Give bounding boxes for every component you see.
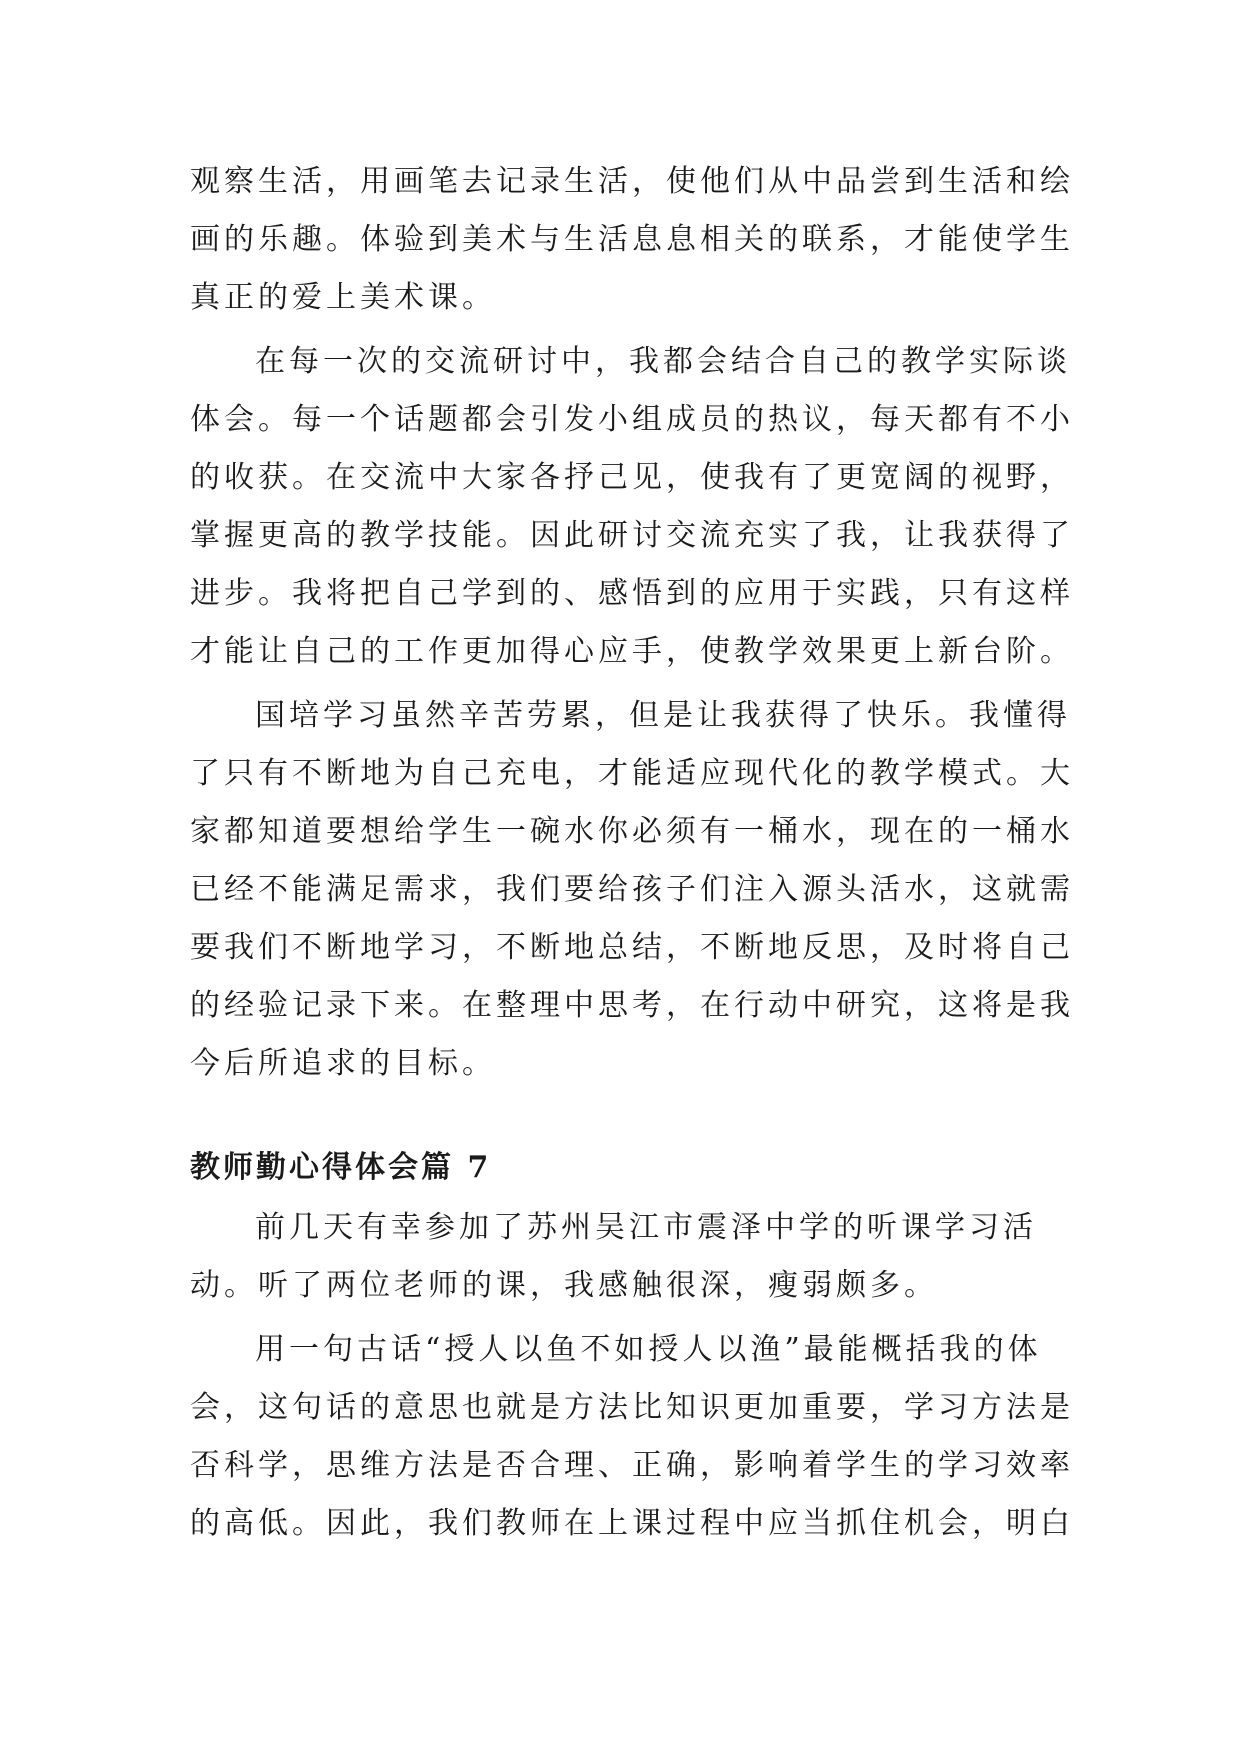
paragraph-2-line-3: 的收获。在交流中大家各抒己见，使我有了更宽阔的视野， xyxy=(190,460,1074,495)
paragraph-3-line-1: 国培学习虽然辛苦劳累，但是让我获得了快乐。我懂得 xyxy=(255,698,1071,733)
paragraph-2-line-5: 进步。我将把自己学到的、感悟到的应用于实践，只有这样 xyxy=(190,576,1074,611)
paragraph-2-line-4: 掌握更高的教学技能。因此研讨交流充实了我，让我获得了 xyxy=(190,518,1074,553)
paragraph-3-line-3: 家都知道要想给学生一碗水你必须有一桶水，现在的一桶水 xyxy=(190,814,1074,849)
paragraph-1-line-2: 画的乐趣。体验到美术与生活息息相关的联系，才能使学生 xyxy=(190,222,1074,257)
paragraph-3-line-5: 要我们不断地学习，不断地总结，不断地反思，及时将自己 xyxy=(190,930,1074,965)
paragraph-5-line-1: 用一句古话“授人以鱼不如授人以渔”最能概括我的体 xyxy=(255,1332,1042,1367)
paragraph-3-line-4: 已经不能满足需求，我们要给孩子们注入源头活水，这就需 xyxy=(190,872,1074,907)
paragraph-2-line-1: 在每一次的交流研讨中，我都会结合自己的教学实际谈 xyxy=(255,344,1071,379)
paragraph-5-line-2: 会，这句话的意思也就是方法比知识更加重要，学习方法是 xyxy=(190,1390,1074,1425)
paragraph-5-line-4: 的高低。因此，我们教师在上课过程中应当抓住机会，明白 xyxy=(190,1506,1074,1541)
paragraph-3-line-7: 今后所追求的目标。 xyxy=(190,1046,496,1081)
paragraph-4-line-2: 动。听了两位老师的课，我感触很深，瘦弱颇多。 xyxy=(190,1268,938,1303)
paragraph-5-line-3: 否科学，思维方法是否合理、正确，影响着学生的学习效率 xyxy=(190,1448,1074,1483)
paragraph-3-line-6: 的经验记录下来。在整理中思考，在行动中研究，这将是我 xyxy=(190,988,1074,1023)
paragraph-2-line-6: 才能让自己的工作更加得心应手，使教学效果更上新台阶。 xyxy=(190,634,1074,669)
paragraph-3-line-2: 了只有不断地为自己充电，才能适应现代化的教学模式。大 xyxy=(190,756,1074,791)
paragraph-1-line-3: 真正的爱上美术课。 xyxy=(190,280,496,315)
section-heading: 教师勤心得体会篇 7 xyxy=(190,1150,492,1185)
paragraph-2-line-2: 体会。每一个话题都会引发小组成员的热议，每天都有不小 xyxy=(190,402,1074,437)
paragraph-1-line-1: 观察生活，用画笔去记录生活，使他们从中品尝到生活和绘 xyxy=(190,164,1074,199)
paragraph-4-line-1: 前几天有幸参加了苏州吴江市震泽中学的听课学习活 xyxy=(255,1210,1037,1245)
